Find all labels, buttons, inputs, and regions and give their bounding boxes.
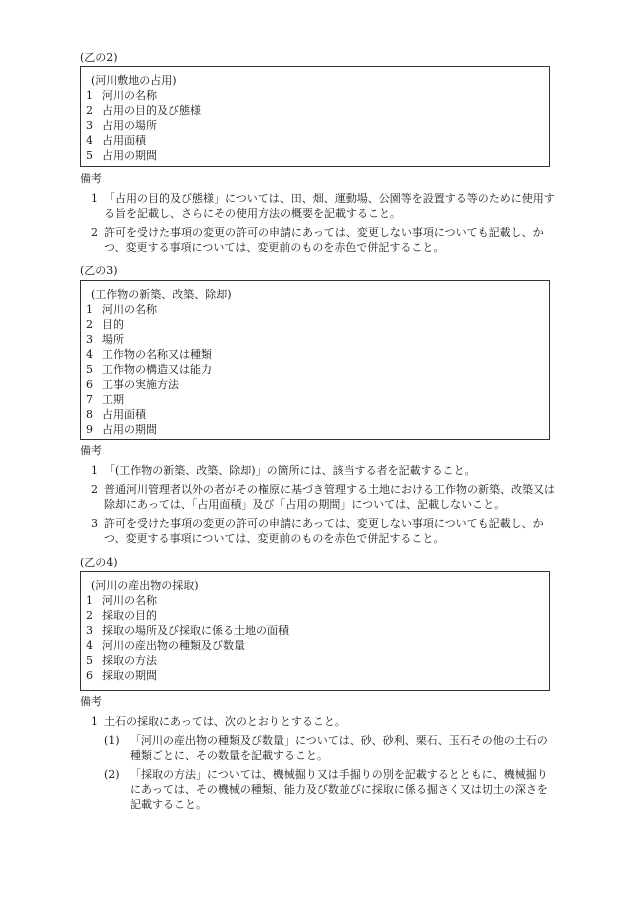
- list-item: 1 河川の名称: [86, 303, 157, 316]
- sub-note-item: (2) 「採取の方法」については、機械掘り又は手掘りの別を記載するとともに、機械掘りにあっては、その機械の種類、能力及び数並びに採取に係る掘さく又は切土の深さを記載すること。: [104, 768, 548, 811]
- box-caption: (河川の産出物の採取): [91, 579, 199, 592]
- notes-title: 備考: [80, 695, 102, 708]
- box-caption: (河川敷地の占用): [91, 74, 177, 87]
- note-item: 1 「占用の目的及び態様」については、田、畑、運動場、公園等を設置する等のために使用する旨を記載し、さらにその使用方法の概要を記載すること。: [91, 192, 555, 220]
- list-item: 6 工事の実施方法: [86, 378, 179, 391]
- list-item: 7 工期: [86, 393, 124, 406]
- list-item: 9 占用の期間: [86, 423, 157, 436]
- box-caption: (工作物の新築、改築、除却): [91, 288, 232, 301]
- list-item: 3 占用の場所: [86, 119, 157, 132]
- section-heading: (乙の2): [80, 51, 118, 64]
- list-item: 5 工作物の構造又は能力: [86, 363, 212, 376]
- note-item: 1 土石の採取にあっては、次のとおりとすること。: [91, 715, 346, 728]
- list-item: 6 採取の期間: [86, 669, 157, 682]
- notes-block: [80, 694, 558, 816]
- item-box: [80, 66, 550, 167]
- notes-block: [80, 443, 558, 550]
- section-heading: (乙の3): [80, 264, 118, 277]
- list-item: 4 工作物の名称又は種類: [86, 348, 212, 361]
- list-item: 1 河川の名称: [86, 594, 157, 607]
- list-item: 2 採取の目的: [86, 609, 157, 622]
- list-item: 8 占用面積: [86, 408, 146, 421]
- notes-block: [80, 171, 558, 259]
- note-item: 3 許可を受けた事項の変更の許可の申請にあっては、変更しない事項についても記載し、かつ、変更する事項については、変更前のものを赤色で併記すること。: [91, 517, 544, 545]
- list-item: 2 目的: [86, 318, 124, 331]
- note-item: 2 許可を受けた事項の変更の許可の申請にあっては、変更しない事項についても記載し、かつ、変更する事項については、変更前のものを赤色で併記すること。: [91, 226, 544, 254]
- list-item: 5 占用の期間: [86, 149, 157, 162]
- list-item: 3 採取の場所及び採取に係る土地の面積: [86, 624, 289, 637]
- list-item: 1 河川の名称: [86, 89, 157, 102]
- item-box: [80, 571, 550, 691]
- list-item: 5 採取の方法: [86, 654, 157, 667]
- item-box: [80, 280, 550, 440]
- note-item: 1 「(工作物の新築、改築、除却)」の箇所には、該当する者を記載すること。: [91, 464, 476, 477]
- note-item: 2 普通河川管理者以外の者がその権原に基づき管理する土地における工作物の新築、改築又は除却にあっては、「占用面積」及び「占用の期間」については、記載しないこと。: [91, 483, 555, 511]
- list-item: 3 場所: [86, 333, 124, 346]
- notes-title: 備考: [80, 172, 102, 185]
- section-heading: (乙の4): [80, 556, 118, 569]
- list-item: 2 占用の目的及び態様: [86, 104, 201, 117]
- sub-note-item: (1) 「河川の産出物の種類及び数量」については、砂、砂利、栗石、玉石その他の土石の種類ごとに、その数量を記載すること。: [104, 734, 548, 762]
- list-item: 4 占用面積: [86, 134, 146, 147]
- notes-title: 備考: [80, 444, 102, 457]
- list-item: 4 河川の産出物の種類及び数量: [86, 639, 245, 652]
